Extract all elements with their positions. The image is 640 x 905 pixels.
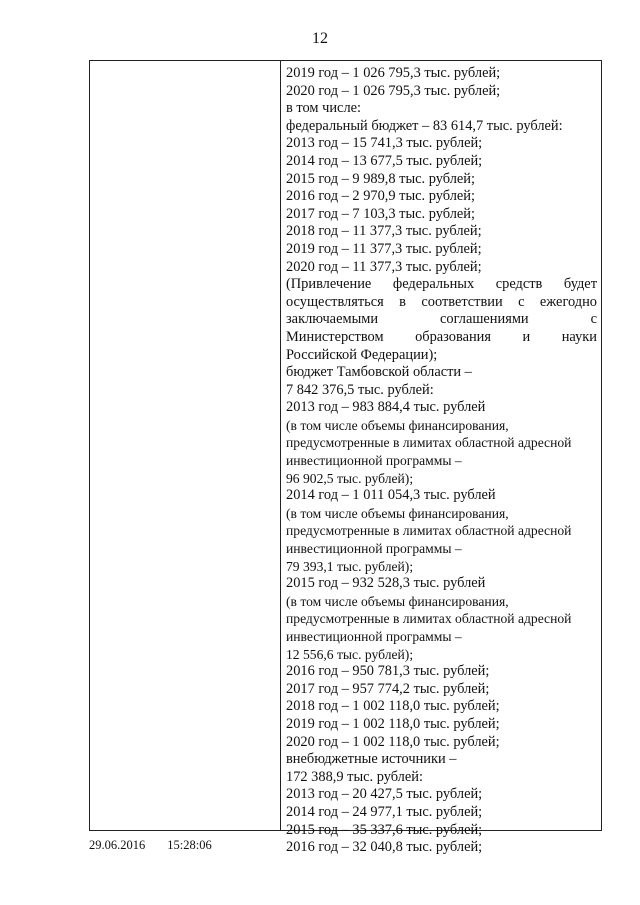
text-word: ежегодно xyxy=(539,293,597,310)
text-line: 2015 год – 35 337,6 тыс. рублей; xyxy=(286,821,483,838)
text-line: 2016 год – 32 040,8 тыс. рублей; xyxy=(286,839,483,856)
text-line: 2013 год – 20 427,5 тыс. рублей; xyxy=(286,786,483,803)
text-word: осуществляться xyxy=(286,293,384,310)
text-line: 2020 год – 1 002 118,0 тыс. рублей; xyxy=(286,733,500,750)
table-right-column xyxy=(281,61,601,856)
text-line: инвестиционной программы – xyxy=(286,541,462,557)
text-line xyxy=(286,294,597,312)
text-word: федеральных xyxy=(392,276,475,293)
text-word: средств xyxy=(495,276,543,293)
text-line: 2018 год – 11 377,3 тыс. рублей; xyxy=(286,223,482,240)
text-line: предусмотренные в лимитах областной адресной xyxy=(286,435,572,451)
text-line: бюджет Тамбовской области – xyxy=(286,364,472,381)
text-word: будет xyxy=(563,276,597,293)
text-line: 2019 год – 1 002 118,0 тыс. рублей; xyxy=(286,715,500,732)
text-line: 2019 год – 11 377,3 тыс. рублей; xyxy=(286,240,482,257)
text-line: 2013 год – 15 741,3 тыс. рублей; xyxy=(286,135,483,152)
text-line xyxy=(286,311,597,329)
text-line: 12 556,6 тыс. рублей); xyxy=(286,646,414,662)
table-left-column xyxy=(90,61,281,830)
text-line: 2020 год – 1 026 795,3 тыс. рублей; xyxy=(286,82,501,99)
print-date: 29.06.2016 xyxy=(89,838,146,852)
text-word: соответствии xyxy=(421,293,503,310)
text-line xyxy=(286,276,597,294)
text-word: в xyxy=(399,293,406,310)
text-line: в том числе: xyxy=(286,100,362,117)
text-line xyxy=(286,329,597,347)
text-line: Российской Федерации); xyxy=(286,346,438,363)
text-line: 2017 год – 7 103,3 тыс. рублей; xyxy=(286,205,475,222)
text-word: заключаемыми xyxy=(286,311,379,328)
text-line: 2017 год – 957 774,2 тыс. рублей; xyxy=(286,680,490,697)
text-line: 2014 год – 24 977,1 тыс. рублей; xyxy=(286,803,483,820)
text-line: 2014 год – 13 677,5 тыс. рублей; xyxy=(286,152,483,169)
text-line: 96 902,5 тыс. рублей); xyxy=(286,470,414,486)
text-word: и xyxy=(522,328,531,345)
text-line: (в том числе объемы финансирования, xyxy=(286,593,509,609)
text-line: 2015 год – 9 989,8 тыс. рублей; xyxy=(286,170,475,187)
text-line: внебюджетные источники – xyxy=(286,751,457,768)
text-word: Министерством xyxy=(286,328,384,345)
print-time: 15:28:06 xyxy=(167,838,212,852)
text-word: образования xyxy=(415,328,491,345)
text-line: 2019 год – 1 026 795,3 тыс. рублей; xyxy=(286,65,501,81)
text-word: науки xyxy=(561,328,597,345)
text-line: инвестиционной программы – xyxy=(286,629,462,644)
text-line: 2016 год – 950 781,3 тыс. рублей; xyxy=(286,663,490,680)
print-timestamp xyxy=(89,838,212,853)
page-number: 12 xyxy=(312,30,328,47)
text-line: (в том числе объемы финансирования, xyxy=(286,505,509,521)
text-line: инвестиционной программы – xyxy=(286,453,462,469)
text-line: 2015 год – 932 528,3 тыс. рублей xyxy=(286,575,486,592)
text-line: 7 842 376,5 тыс. рублей: xyxy=(286,381,434,398)
text-line: предусмотренные в лимитах областной адресной xyxy=(286,611,572,627)
text-line: 2014 год – 1 011 054,3 тыс. рублей xyxy=(286,487,496,504)
text-line: 79 393,1 тыс. рублей); xyxy=(286,558,414,574)
text-word: соглашениями xyxy=(440,311,529,328)
text-line: предусмотренные в лимитах областной адресной xyxy=(286,523,572,539)
text-word: с xyxy=(590,311,597,328)
text-line: 2020 год – 11 377,3 тыс. рублей; xyxy=(286,258,482,275)
text-line: 2018 год – 1 002 118,0 тыс. рублей; xyxy=(286,698,500,715)
text-line: (в том числе объемы финансирования, xyxy=(286,417,509,433)
text-word: (Привлечение xyxy=(286,276,372,293)
text-line: 2016 год – 2 970,9 тыс. рублей; xyxy=(286,188,475,205)
text-line: 2013 год – 983 884,4 тыс. рублей xyxy=(286,399,486,416)
text-line: федеральный бюджет – 83 614,7 тыс. рублей: xyxy=(286,117,563,134)
text-line: 172 388,9 тыс. рублей: xyxy=(286,768,423,785)
text-word: с xyxy=(518,293,525,310)
